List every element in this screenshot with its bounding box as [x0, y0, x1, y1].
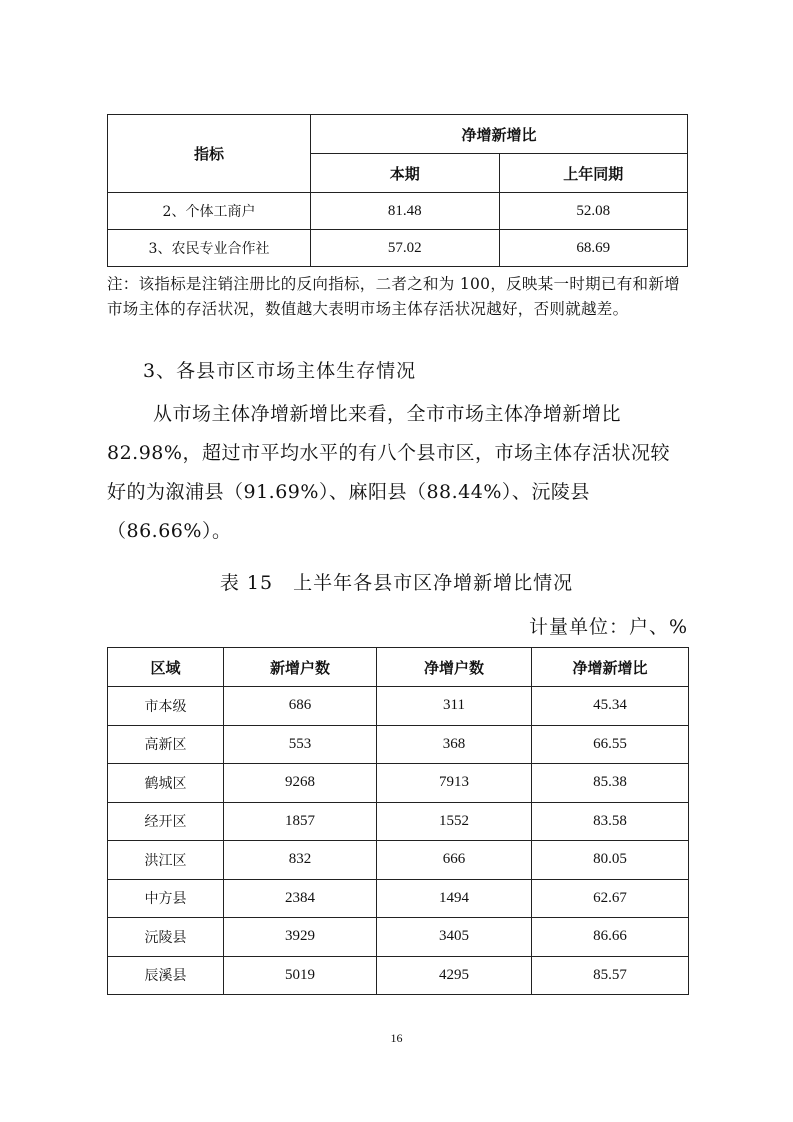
net-count-cell: 666	[377, 841, 532, 880]
ratio-cell: 85.38	[532, 764, 689, 803]
new-count-cell: 3929	[224, 918, 377, 957]
header-net-new-ratio: 净增新增比	[311, 115, 688, 154]
measurement-unit: 计量单位：户、%	[528, 616, 688, 638]
table-row	[108, 230, 688, 267]
net-count-cell: 1494	[377, 879, 532, 918]
region-cell: 沅陵县	[108, 918, 224, 957]
region-cell: 中方县	[108, 879, 224, 918]
region-cell: 辰溪县	[108, 956, 224, 995]
ratio-cell: 85.57	[532, 956, 689, 995]
table-row	[108, 879, 689, 918]
previous-value: 68.69	[499, 230, 688, 267]
header-previous-year: 上年同期	[499, 154, 688, 193]
region-cell: 高新区	[108, 725, 224, 764]
table-row	[108, 956, 689, 995]
header-region: 区域	[108, 648, 224, 687]
net-count-cell: 7913	[377, 764, 532, 803]
table-caption: 表 15 上半年各县市区净增新增比情况	[219, 572, 574, 594]
net-count-cell: 1552	[377, 802, 532, 841]
current-value: 57.02	[311, 230, 500, 267]
header-current-period: 本期	[311, 154, 500, 193]
new-count-cell: 553	[224, 725, 377, 764]
table-row	[108, 725, 689, 764]
net-count-cell: 311	[377, 687, 532, 726]
ratio-cell: 66.55	[532, 725, 689, 764]
table-row	[108, 841, 689, 880]
net-count-cell: 368	[377, 725, 532, 764]
new-count-cell: 1857	[224, 802, 377, 841]
ratio-cell: 80.05	[532, 841, 689, 880]
page-number: 16	[390, 1031, 403, 1045]
header-new-count: 新增户数	[224, 648, 377, 687]
new-count-cell: 832	[224, 841, 377, 880]
row-label: 2、个体工商户	[108, 193, 311, 230]
new-count-cell: 2384	[224, 879, 377, 918]
current-value: 81.48	[311, 193, 500, 230]
new-count-cell: 5019	[224, 956, 377, 995]
ratio-cell: 86.66	[532, 918, 689, 957]
ratio-cell: 83.58	[532, 802, 689, 841]
header-net-count: 净增户数	[377, 648, 532, 687]
new-count-cell: 9268	[224, 764, 377, 803]
region-cell: 洪江区	[108, 841, 224, 880]
previous-value: 52.08	[499, 193, 688, 230]
table-row	[108, 687, 689, 726]
body-paragraph	[107, 395, 688, 551]
section-heading: 3、各县市区市场主体生存情况	[143, 360, 417, 382]
county-ratio-table	[107, 647, 689, 995]
header-ratio: 净增新增比	[532, 648, 689, 687]
table-header-row	[108, 648, 689, 687]
header-indicator: 指标	[108, 115, 311, 193]
region-cell: 鹤城区	[108, 764, 224, 803]
region-cell: 经开区	[108, 802, 224, 841]
indicator-table	[107, 114, 688, 267]
table-row	[108, 764, 689, 803]
region-cell: 市本级	[108, 687, 224, 726]
net-count-cell: 3405	[377, 918, 532, 957]
net-count-cell: 4295	[377, 956, 532, 995]
ratio-cell: 62.67	[532, 879, 689, 918]
new-count-cell: 686	[224, 687, 377, 726]
table-row	[108, 193, 688, 230]
paragraph-text: 从市场主体净增新增比来看，全市市场主体净增新增比82.98%，超过市平均水平的有八个县市区，市场主体存活状况较好的为溆浦县（91.69%）、麻阳县（88.44%）、沅陵县（86.66%）。	[107, 403, 670, 542]
table-row	[108, 918, 689, 957]
row-label: 3、农民专业合作社	[108, 230, 311, 267]
table-row	[108, 802, 689, 841]
table-note: 注：该指标是注销注册比的反向指标，二者之和为 100，反映某一时期已有和新增市场主体的存活状况，数值越大表明市场主体存活状况越好，否则就越差。	[107, 275, 680, 318]
ratio-cell: 45.34	[532, 687, 689, 726]
